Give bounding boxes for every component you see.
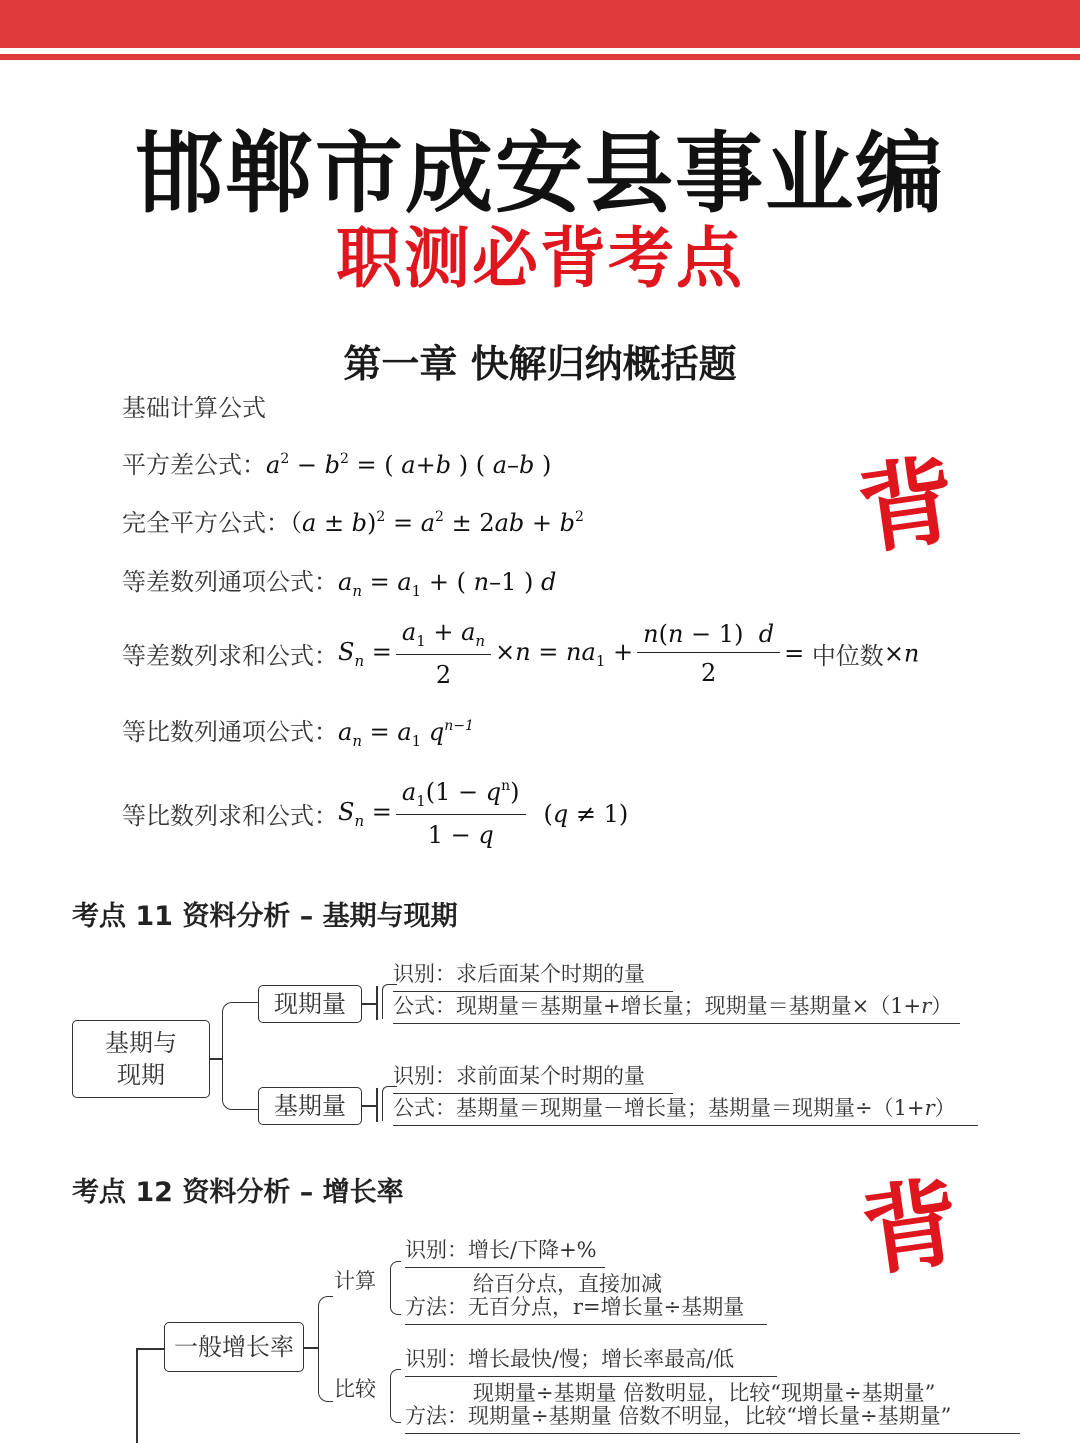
point-11-title: 考点 11 资料分析 – 基期与现期: [72, 901, 458, 932]
connector: [210, 1058, 222, 1060]
compare-method-line-2: 方法：现期量÷基期量 倍数不明显，比较“增长量÷基期量”: [405, 1400, 1020, 1434]
calc-method-line-1: 给百分点，直接加减: [473, 1272, 662, 1296]
point-12-title: 考点 12 资料分析 – 增长率: [72, 1177, 404, 1208]
formula-label: 等比数列求和公式：: [122, 802, 338, 830]
top-red-band: [0, 0, 1080, 48]
calc-method-line-2: 方法：无百分点，r=增长量÷基期量: [405, 1291, 767, 1325]
connector: [136, 1348, 138, 1443]
connector: [362, 1105, 376, 1107]
node-general-growth-rate: 一般增长率: [164, 1322, 304, 1372]
page-title: 邯郸市成安县事业编: [134, 122, 945, 225]
branch-bracket: [390, 1369, 401, 1423]
formula-label: 平方差公式：: [122, 451, 266, 479]
node-current-period: 现期量: [258, 985, 362, 1023]
top-red-line: [0, 54, 1080, 60]
formula-label: 等差数列求和公式：: [122, 642, 338, 670]
page-subtitle: 职测必背考点: [336, 219, 744, 297]
branch-calc-label: 计算: [334, 1269, 376, 1293]
branch-bracket: [390, 1261, 401, 1315]
base-identify-text: 识别：求前面某个时期的量: [393, 1060, 673, 1094]
formula-arithmetic-sum: 等差数列求和公式：$S_n$ = $\frac{a_1 + a_n}{2}$ $\times n = na_1$ + $\frac{n(n - 1) d}{2}$ = 中位数×n: [122, 618, 920, 689]
root-line-2: 现期: [117, 1061, 165, 1089]
formula-geometric-term: 等比数列通项公式：$a_n = a_1$ $q^{n-1}$: [122, 718, 474, 750]
node-base-period: 基期量: [258, 1087, 362, 1125]
formula-heading: 基础计算公式: [122, 394, 266, 422]
compare-identify-text: 识别：增长最快/慢；增长率最高/低: [405, 1343, 777, 1377]
current-formula-text: 公式：现期量＝基期量+增长量；现期量＝基期量×（1+r）: [393, 990, 960, 1024]
connector: [376, 986, 378, 1020]
chapter-heading: 第一章 快解归纳概括题: [343, 342, 737, 386]
calc-identify-text: 识别：增长/下降+%: [405, 1234, 605, 1268]
base-formula-text: 公式：基期量＝现期量－增长量；基期量＝现期量÷（1+r）: [393, 1092, 978, 1126]
formula-arithmetic-term: 等差数列通项公式：$a_n = a_1$ + ( n–1 ) d: [122, 568, 557, 600]
branch-compare-label: 比较: [334, 1377, 376, 1401]
connector: [136, 1348, 164, 1350]
formula-geometric-sum: 等比数列求和公式：$S_n$ = $\frac{a_1(1 - q^n)}{1 - q}$ (q ≠ 1): [122, 778, 629, 849]
memorize-stamp-1: 背: [851, 442, 963, 569]
root-line-1: 基期与: [105, 1029, 177, 1057]
mindmap-root-base-current: [72, 1020, 210, 1098]
compare-method-line-1: 现期量÷基期量 倍数明显，比较“现期量÷基期量”: [473, 1381, 936, 1405]
formula-perfect-square: 完全平方公式：$(a \pm b)^2 = a^2 \pm 2ab + b^2$: [122, 509, 584, 537]
formula-label: 等比数列通项公式：: [122, 718, 338, 746]
connector: [362, 1003, 376, 1005]
formula-median-text: 中位数: [811, 642, 884, 670]
branch-bracket: [222, 1002, 259, 1110]
formula-label: 完全平方公式：: [122, 509, 290, 537]
connector: [376, 1088, 378, 1122]
current-identify-text: 识别：求后面某个时期的量: [393, 958, 673, 992]
formula-square-difference: 平方差公式：$a^2 - b^2$ = ( a+b ) ( a–b ): [122, 451, 552, 479]
formula-label: 等差数列通项公式：: [122, 568, 338, 596]
branch-bracket: [318, 1296, 333, 1402]
memorize-stamp-2: 背: [855, 1164, 967, 1291]
connector: [304, 1347, 318, 1349]
